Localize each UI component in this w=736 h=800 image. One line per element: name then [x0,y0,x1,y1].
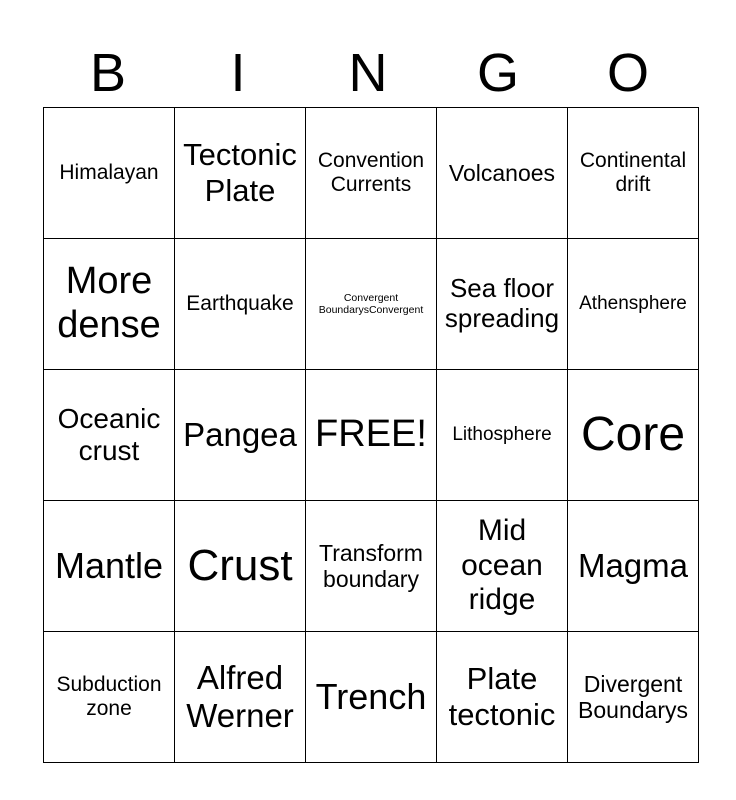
cell-label: Tectonic Plate [183,137,297,208]
cell-label: Continental drift [579,148,687,196]
bingo-cell-r5c4[interactable] [437,632,568,763]
board-row-1 [44,108,699,239]
bingo-cell-r3c4[interactable] [437,370,568,501]
bingo-cell-r4c5[interactable] [568,501,699,632]
bingo-cell-r4c2[interactable] [175,501,306,632]
cell-label: Trench [315,676,427,718]
board-row-4 [44,501,699,632]
bingo-cell-r2c1[interactable] [44,239,175,370]
cell-label: Alfred Werner [186,659,294,734]
board-row-5 [44,632,699,763]
bingo-cell-r2c4[interactable] [437,239,568,370]
cell-label: Volcanoes [448,159,556,186]
cell-label: Magma [577,547,689,585]
bingo-cell-r4c1[interactable] [44,501,175,632]
bingo-cell-r2c3[interactable] [306,239,437,370]
cell-label: Oceanic crust [57,402,161,466]
bingo-cell-r2c2[interactable] [175,239,306,370]
cell-label: Transform boundary [319,539,423,592]
cell-label: Sea floor spreading [444,273,560,333]
bingo-cell-r1c4[interactable] [437,108,568,239]
cell-label: Convergent BoundarysConvergent [318,291,424,316]
bingo-cell-free[interactable] [306,370,437,501]
header-letter-n: N [348,43,388,103]
cell-label: Crust [187,540,293,590]
bingo-header [43,40,693,106]
bingo-cell-r5c2[interactable] [175,632,306,763]
bingo-cell-r5c5[interactable] [568,632,699,763]
bingo-cell-r3c2[interactable] [175,370,306,501]
free-space-label: FREE! [315,413,427,456]
bingo-board [43,107,699,763]
cell-label: Plate tectonic [448,661,556,732]
board-row-2 [44,239,699,370]
bingo-cell-r3c5[interactable] [568,370,699,501]
cell-label: Earthquake [186,291,294,315]
bingo-cell-r4c3[interactable] [306,501,437,632]
cell-label: Divergent Boundarys [578,670,688,723]
bingo-cell-r1c2[interactable] [175,108,306,239]
cell-label: Himalayan [59,160,159,184]
board-row-3 [44,370,699,501]
cell-label: Subduction zone [56,672,162,720]
bingo-cell-r1c1[interactable] [44,108,175,239]
bingo-cell-r4c4[interactable] [437,501,568,632]
cell-label: Mid ocean ridge [461,514,543,617]
bingo-cell-r1c5[interactable] [568,108,699,239]
cell-label: Core [580,408,686,462]
cell-label: Lithosphere [452,424,552,446]
header-letter-b: B [89,43,127,103]
cell-label: Athensphere [579,293,687,315]
cell-label: Convention Currents [317,148,425,196]
bingo-cell-r5c3[interactable] [306,632,437,763]
cell-label: Mantle [54,545,164,587]
header-letter-g: G [476,43,519,103]
cell-label: Pangea [183,416,297,454]
header-letter-o: O [606,43,649,103]
header-letter-i: I [230,43,246,103]
bingo-cell-r5c1[interactable] [44,632,175,763]
bingo-cell-r1c3[interactable] [306,108,437,239]
cell-label: More dense [57,260,161,346]
bingo-cell-r3c1[interactable] [44,370,175,501]
bingo-cell-r2c5[interactable] [568,239,699,370]
